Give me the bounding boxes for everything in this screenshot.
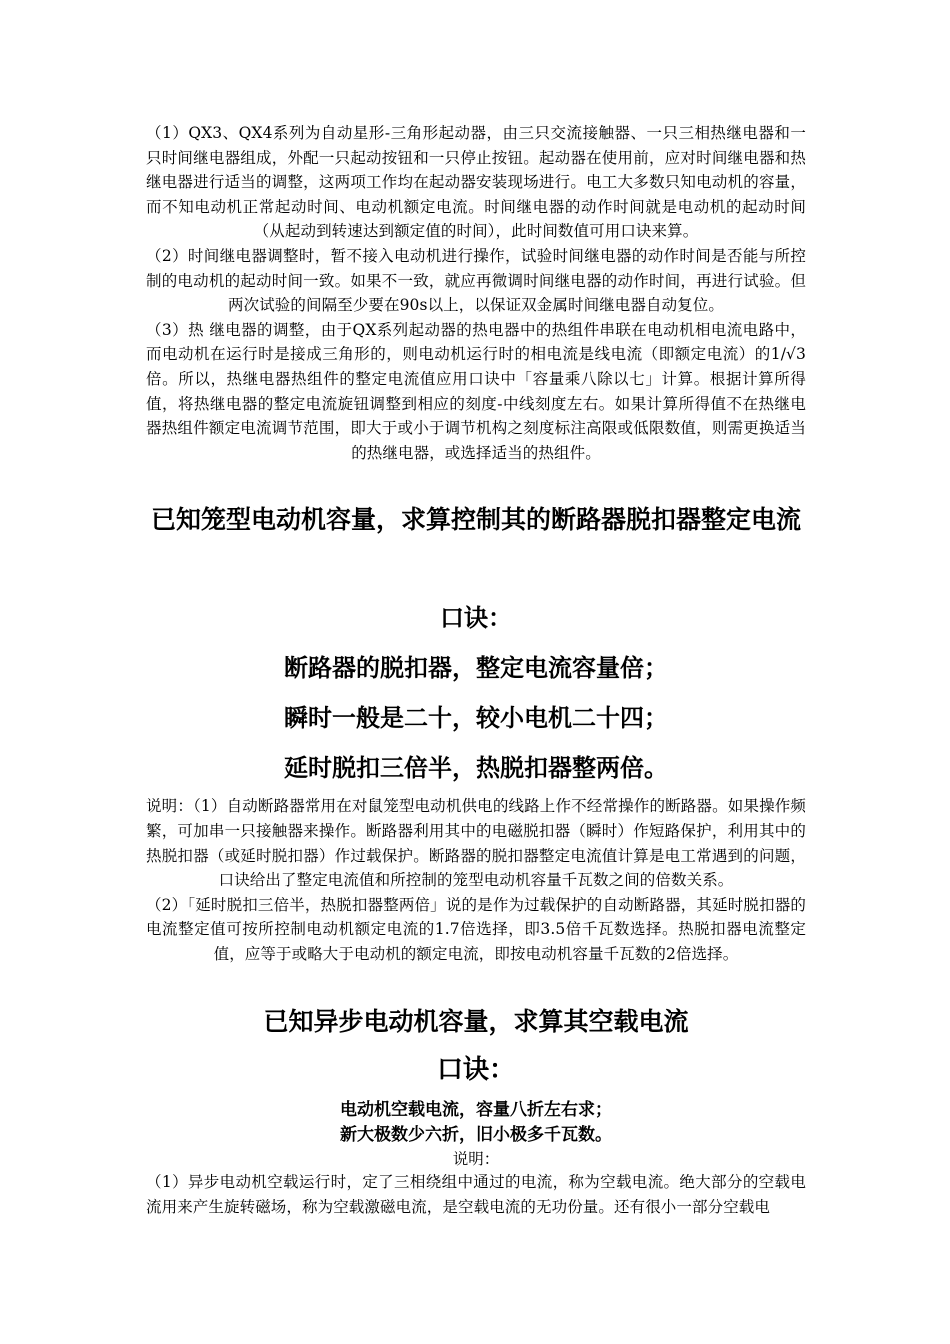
section-2-rhyme-label: 口诀： <box>440 604 512 633</box>
rhyme-line-2: 瞬时一般是二十，较小电机二十四； <box>284 704 668 733</box>
explanation-paragraph-3: （1）异步电动机空载运行时，定了三相绕组中通过的电流，称为空载电流。绝大部分的空载电流用来产生旋转磁场，称为空载激磁电流，是空载电流的无功份量。还有很小一部分空载电 <box>146 1173 806 1217</box>
paragraph-2: （2）时间继电器调整时，暂不接入电动机进行操作，试验时间继电器的动作时间是否能与所控制的电动机的起动时间一致。如果不一致，就应再微调时间继电器的动作时间，再进行试验。但两次试验的间隔至少要在90s以上，以保证双金属时间继电器自动复位。 <box>146 246 806 315</box>
explanation-paragraph-1: 说明：（1）自动断路器常用在对鼠笼型电动机供电的线路上作不经常操作的断路器。如果操作频繁，可加串一只接触器来操作。断路器利用其中的电磁脱扣器（瞬时）作短路保护，利用其中的热脱扣器（或延时脱扣器）作过载保护。断路器的脱扣器整定电流值计算是电工常遇到的问题，口诀给出了整定电流值和所控制的笼型电动机容量千瓦数之间的倍数关系。 <box>146 797 806 890</box>
rhyme-line-3: 延时脱扣三倍半，热脱扣器整两倍。 <box>284 754 668 783</box>
explanation-paragraph-2: （2）「延时脱扣三倍半，热脱扣器整两倍」说的是作为过载保护的自动断路器，其延时脱扣器的电流整定值可按所控制电动机额定电流的1.7倍选择，即3.5倍千瓦数选择。热脱扣器电流整定值，应等于或略大于电动机的额定电流，即按电动机容量千瓦数的2倍选择。 <box>146 895 806 963</box>
section-2 <box>146 500 806 966</box>
section-3-title: 已知异步电动机容量，求算其空载电流 <box>263 1007 689 1037</box>
paragraph-3: （3）热 继电器的调整，由于QX系列起动器的热电器中的热组件串联在电动机相电流电路中，而电动机在运行时是接成三角形的，则电动机运行时的相电流是线电流（即额定电流）的1/√3倍。所以，热继电器热组件的整定电流值应用口诀中「容量乘八除以七」计算。根据计算所得值，将热继电器的整定电流旋钮调整到相应的刻度-中线刻度左右。如果计算所得值不在热继电器热组件额定电流调节范围，即大于或小于调节机构之刻度标注高限或低限数值，则需更换适当的热继电器，或选择适当的热组件。 <box>146 320 806 462</box>
rhyme-line-4: 电动机空载电流，容量八折左右求； <box>340 1100 612 1121</box>
document-page <box>146 121 806 1220</box>
section-1 <box>146 121 806 465</box>
note-label: 说明： <box>452 1150 500 1169</box>
paragraph-1: （1）QX3、QX4系列为自动星形-三角形起动器，由三只交流接触器、一只三相热继电器和一只时间继电器组成，外配一只起动按钮和一只停止按钮。起动器在使用前，应对时间继电器和热继电器进行适当的调整，这两项工作均在起动器安装现场进行。电工大多数只知电动机的容量，而不知电动机正常起动时间、电动机额定电流。时间继电器的动作时间就是电动机的起动时间（从起动到转速达到额定值的时间），此时间数值可用口诀来算。 <box>146 124 806 241</box>
rhyme-line-5: 新大极数少六折，旧小极多千瓦数。 <box>340 1125 612 1146</box>
section-3-rhyme-label: 口诀： <box>436 1055 515 1086</box>
rhyme-line-1: 断路器的脱扣器，整定电流容量倍； <box>284 654 668 683</box>
section-2-title: 已知笼型电动机容量，求算控制其的断路器脱扣器整定电流 <box>150 505 801 535</box>
section-3 <box>146 1002 806 1219</box>
